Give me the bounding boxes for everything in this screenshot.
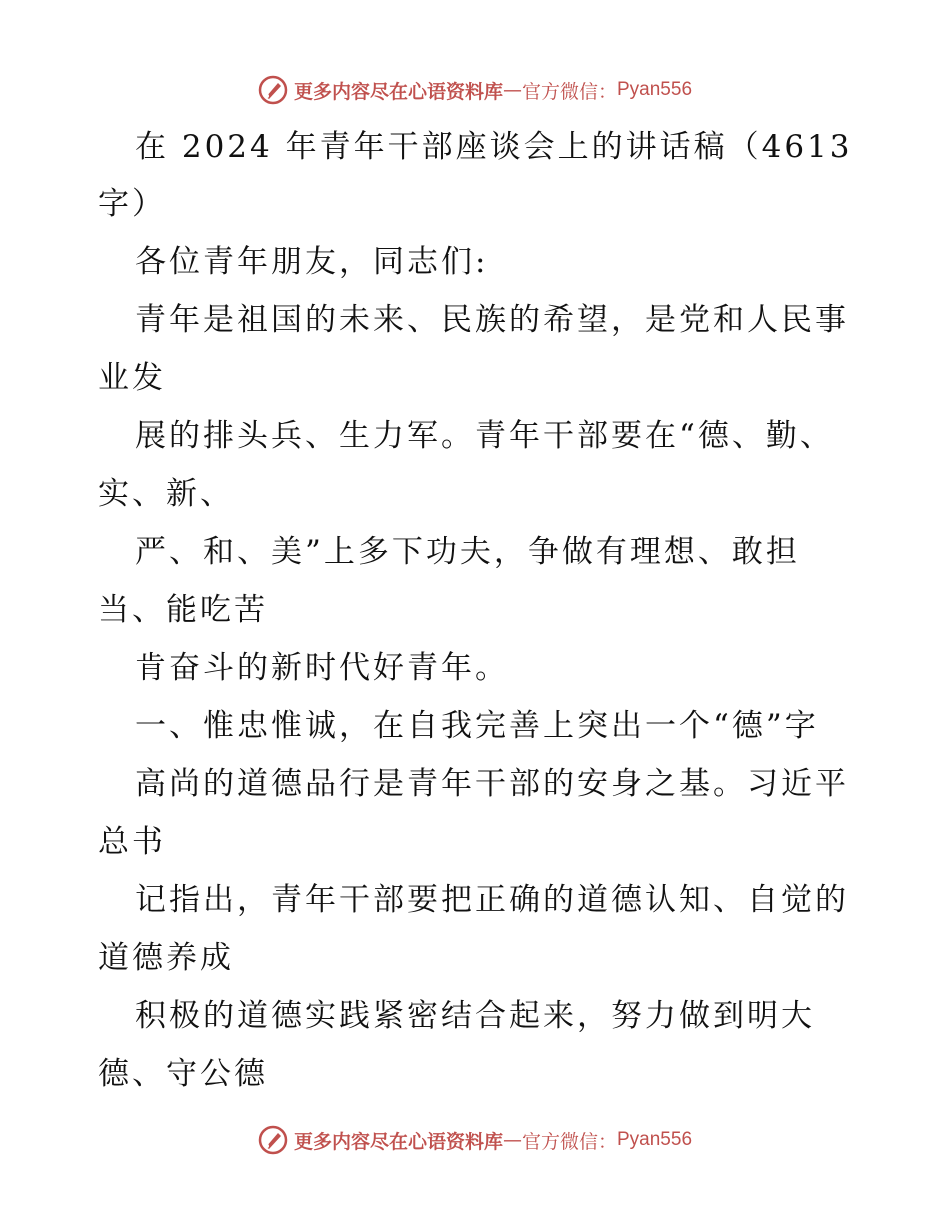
paragraph-line: 积极的道德实践紧密结合起来，努力做到明大 [135, 998, 815, 1034]
paragraph-line: 德、守公德 [98, 1056, 268, 1092]
document-title-cont: 字） [98, 186, 166, 222]
paragraph-line: 当、能吃苦 [98, 592, 268, 628]
paragraph-line: 总书 [98, 824, 166, 860]
watermark-dash: — [502, 1129, 522, 1151]
paragraph-line: 展的排头兵、生力军。青年干部要在“德、勤、 [135, 418, 834, 454]
footer-watermark [0, 1120, 950, 1160]
watermark-main-text: 更多内容尽在心语资料库 [293, 1130, 503, 1153]
paragraph-line: 青年是祖国的未来、民族的希望，是党和人民事 [135, 302, 849, 338]
watermark-wechat-id: Pyan556 [617, 79, 693, 100]
section-heading: 一、惟忠惟诚，在自我完善上突出一个“德”字 [135, 708, 819, 744]
header-watermark [0, 70, 950, 110]
pen-logo-icon [258, 1125, 288, 1155]
paragraph-line: 严、和、美”上多下功夫，争做有理想、敢担 [135, 534, 800, 570]
watermark-wechat-label: 官方微信： [521, 1130, 617, 1153]
paragraph-line: 记指出，青年干部要把正确的道德认知、自觉的 [135, 882, 849, 918]
paragraph-line: 业发 [98, 360, 166, 396]
paragraph-line: 实、新、 [98, 476, 234, 512]
watermark-wechat-label: 官方微信： [521, 80, 617, 103]
watermark-wechat-id: Pyan556 [617, 1129, 693, 1150]
salutation: 各位青年朋友，同志们: [135, 244, 489, 280]
paragraph-line: 肯奋斗的新时代好青年。 [135, 650, 509, 686]
pen-logo-icon [258, 75, 288, 105]
document-title: 在 2024 年青年干部座谈会上的讲话稿（4613 [135, 129, 853, 165]
paragraph-line: 高尚的道德品行是青年干部的安身之基。习近平 [135, 766, 849, 802]
paragraph-line: 道德养成 [98, 940, 234, 976]
watermark-dash: — [502, 79, 522, 101]
watermark-main-text: 更多内容尽在心语资料库 [293, 80, 503, 103]
